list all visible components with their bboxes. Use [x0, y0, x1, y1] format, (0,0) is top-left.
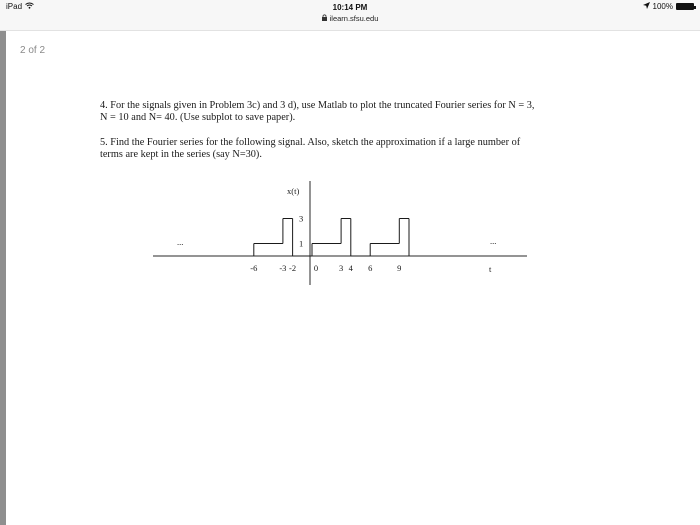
- clock: 10:14 PM: [332, 3, 368, 12]
- x-tick--2: -2: [289, 263, 297, 273]
- x-tick-labels: [250, 263, 401, 273]
- ellipsis-right: ...: [490, 236, 497, 246]
- x-axis-label: t: [489, 264, 492, 274]
- problem-4-line-1: 4. For the signals given in Problem 3c) and 3 d), use Matlab to plot the truncated Fourier series for N = 3,: [100, 100, 535, 111]
- device-name: iPad: [6, 2, 23, 11]
- ellipsis-left: ...: [177, 237, 184, 247]
- x-tick-4: 4: [348, 263, 353, 273]
- x-tick-6: 6: [368, 263, 373, 273]
- page-counter: 2 of 2: [20, 45, 46, 56]
- x-tick-3: 3: [338, 263, 344, 273]
- signal-series: [254, 219, 409, 257]
- problem-5-line-2: terms are kept in the series (say N=30).: [100, 149, 262, 160]
- problem-4-line-2: N = 10 and N= 40. (Use subplot to save paper).: [100, 112, 296, 123]
- y-axis-label: x(t): [287, 186, 300, 196]
- x-tick-0: 0: [313, 263, 319, 273]
- problem-5-line-1: 5. Find the Fourier series for the following signal. Also, sketch the approximation if a large number of: [100, 137, 521, 148]
- y-tick-1: 1: [299, 238, 304, 249]
- y-tick-3: 3: [299, 213, 304, 224]
- battery-percent: 100%: [652, 2, 673, 11]
- url-text: ilearn.sfsu.edu: [329, 14, 379, 23]
- x-tick-9: 9: [397, 263, 402, 273]
- y-tick-labels: [299, 214, 303, 249]
- x-tick--6: -6: [250, 263, 258, 273]
- x-tick--3: -3: [279, 263, 287, 273]
